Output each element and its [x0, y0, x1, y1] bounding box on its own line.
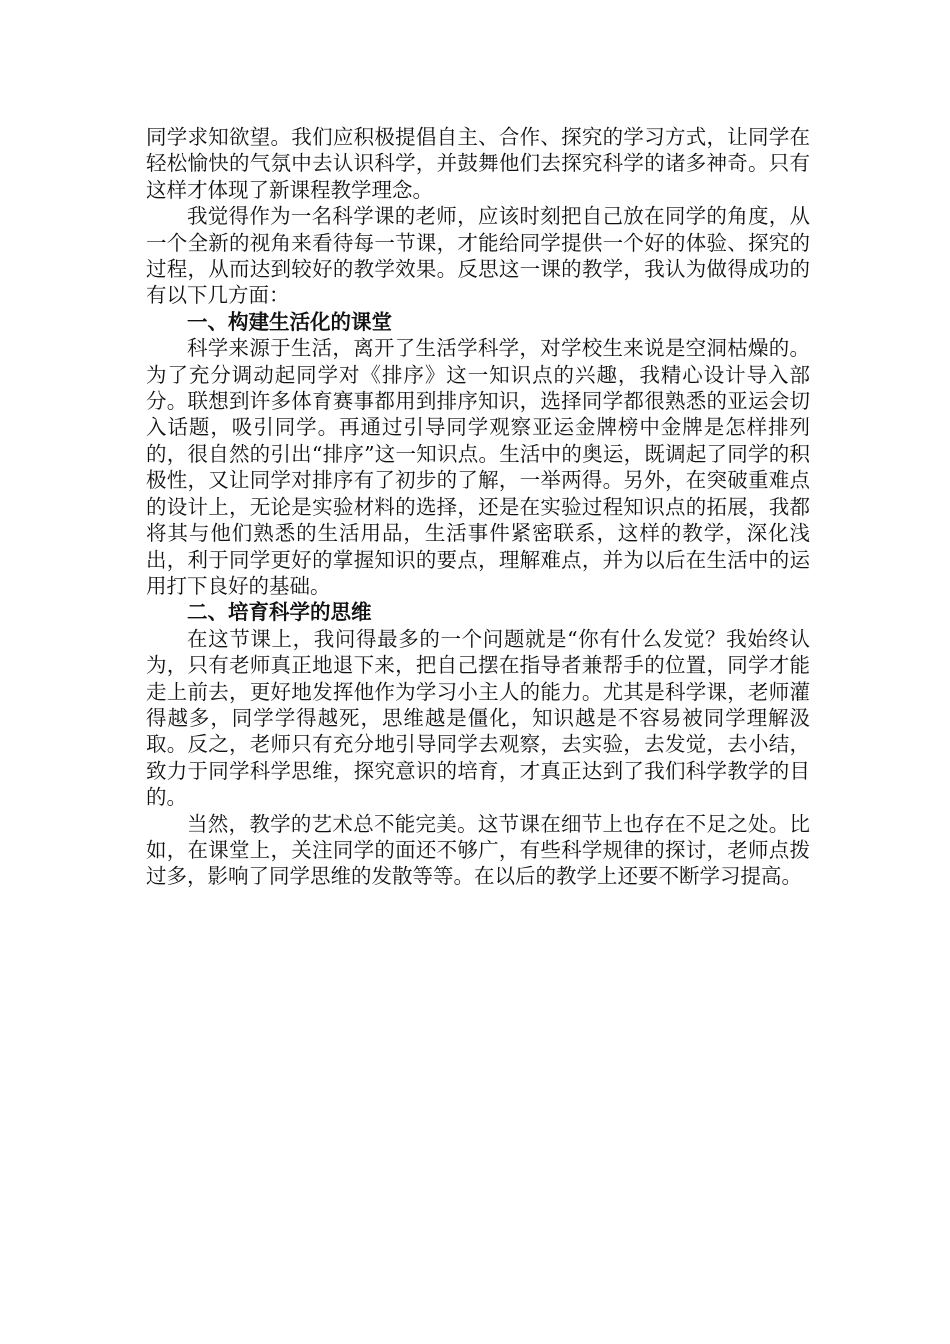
- document-body: [146, 124, 810, 890]
- paragraph-section-1: 科学来源于生活，离开了生活学科学，对学校生来说是空洞枯燥的。为了充分调动起同学对《排序》这一知识点的兴趣，我精心设计导入部分。联想到许多体育赛事都用到排序知识，选择同学都很熟悉的亚运会切入话题，吸引同学。再通过引导同学观察亚运金牌榜中金牌是怎样排列的，很自然的引出“排序”这一知识点。生活中的奥运，既调起了同学的积极性，又让同学对排序有了初步的了解，一举两得。另外，在突破重难点的设计上，无论是实验材料的选择，还是在实验过程知识点的拓展，我都将其与他们熟悉的生活用品，生活事件紧密联系，这样的教学，深化浅出，利于同学更好的掌握知识的要点，理解难点，并为以后在生活中的运用打下良好的基础。: [146, 336, 810, 598]
- paragraph-intro-continuation: 同学求知欲望。我们应积极提倡自主、合作、探究的学习方式，让同学在轻松愉快的气氛中去认识科学，并鼓舞他们去探究科学的诸多神奇。只有这样才体现了新课程教学理念。: [146, 125, 810, 202]
- section-heading-1: 一、构建生活化的课堂: [187, 309, 392, 334]
- section-heading-2: 二、培育科学的思维: [187, 600, 372, 625]
- paragraph-reflection: 我觉得作为一名科学课的老师，应该时刻把自己放在同学的角度，从一个全新的视角来看待每一节课，才能给同学提供一个好的体验、探究的过程，从而达到较好的教学效果。反思这一课的教学，我认为做得成功的有以下几方面：: [146, 204, 810, 308]
- paragraph-section-2: 在这节课上，我问得最多的一个问题就是“你有什么发觉？我始终认为，只有老师真正地退下来，把自己摆在指导者兼帮手的位置，同学才能走上前去，更好地发挥他作为学习小主人的能力。尤其是科学课，老师灌得越多，同学学得越死，思维越是僵化，知识越是不容易被同学理解汲取。反之，老师只有充分地引导同学去观察，去实验，去发觉，去小结，致力于同学科学思维，探究意识的培育，才真正达到了我们科学教学的目的。: [146, 626, 810, 810]
- paragraph-conclusion: 当然，教学的艺术总不能完美。这节课在细节上也存在不足之处。比如，在课堂上，关注同学的面还不够广，有些科学规律的探讨，老师点拨过多，影响了同学思维的发散等等。在以后的教学上还要不断学习提高。: [146, 811, 810, 889]
